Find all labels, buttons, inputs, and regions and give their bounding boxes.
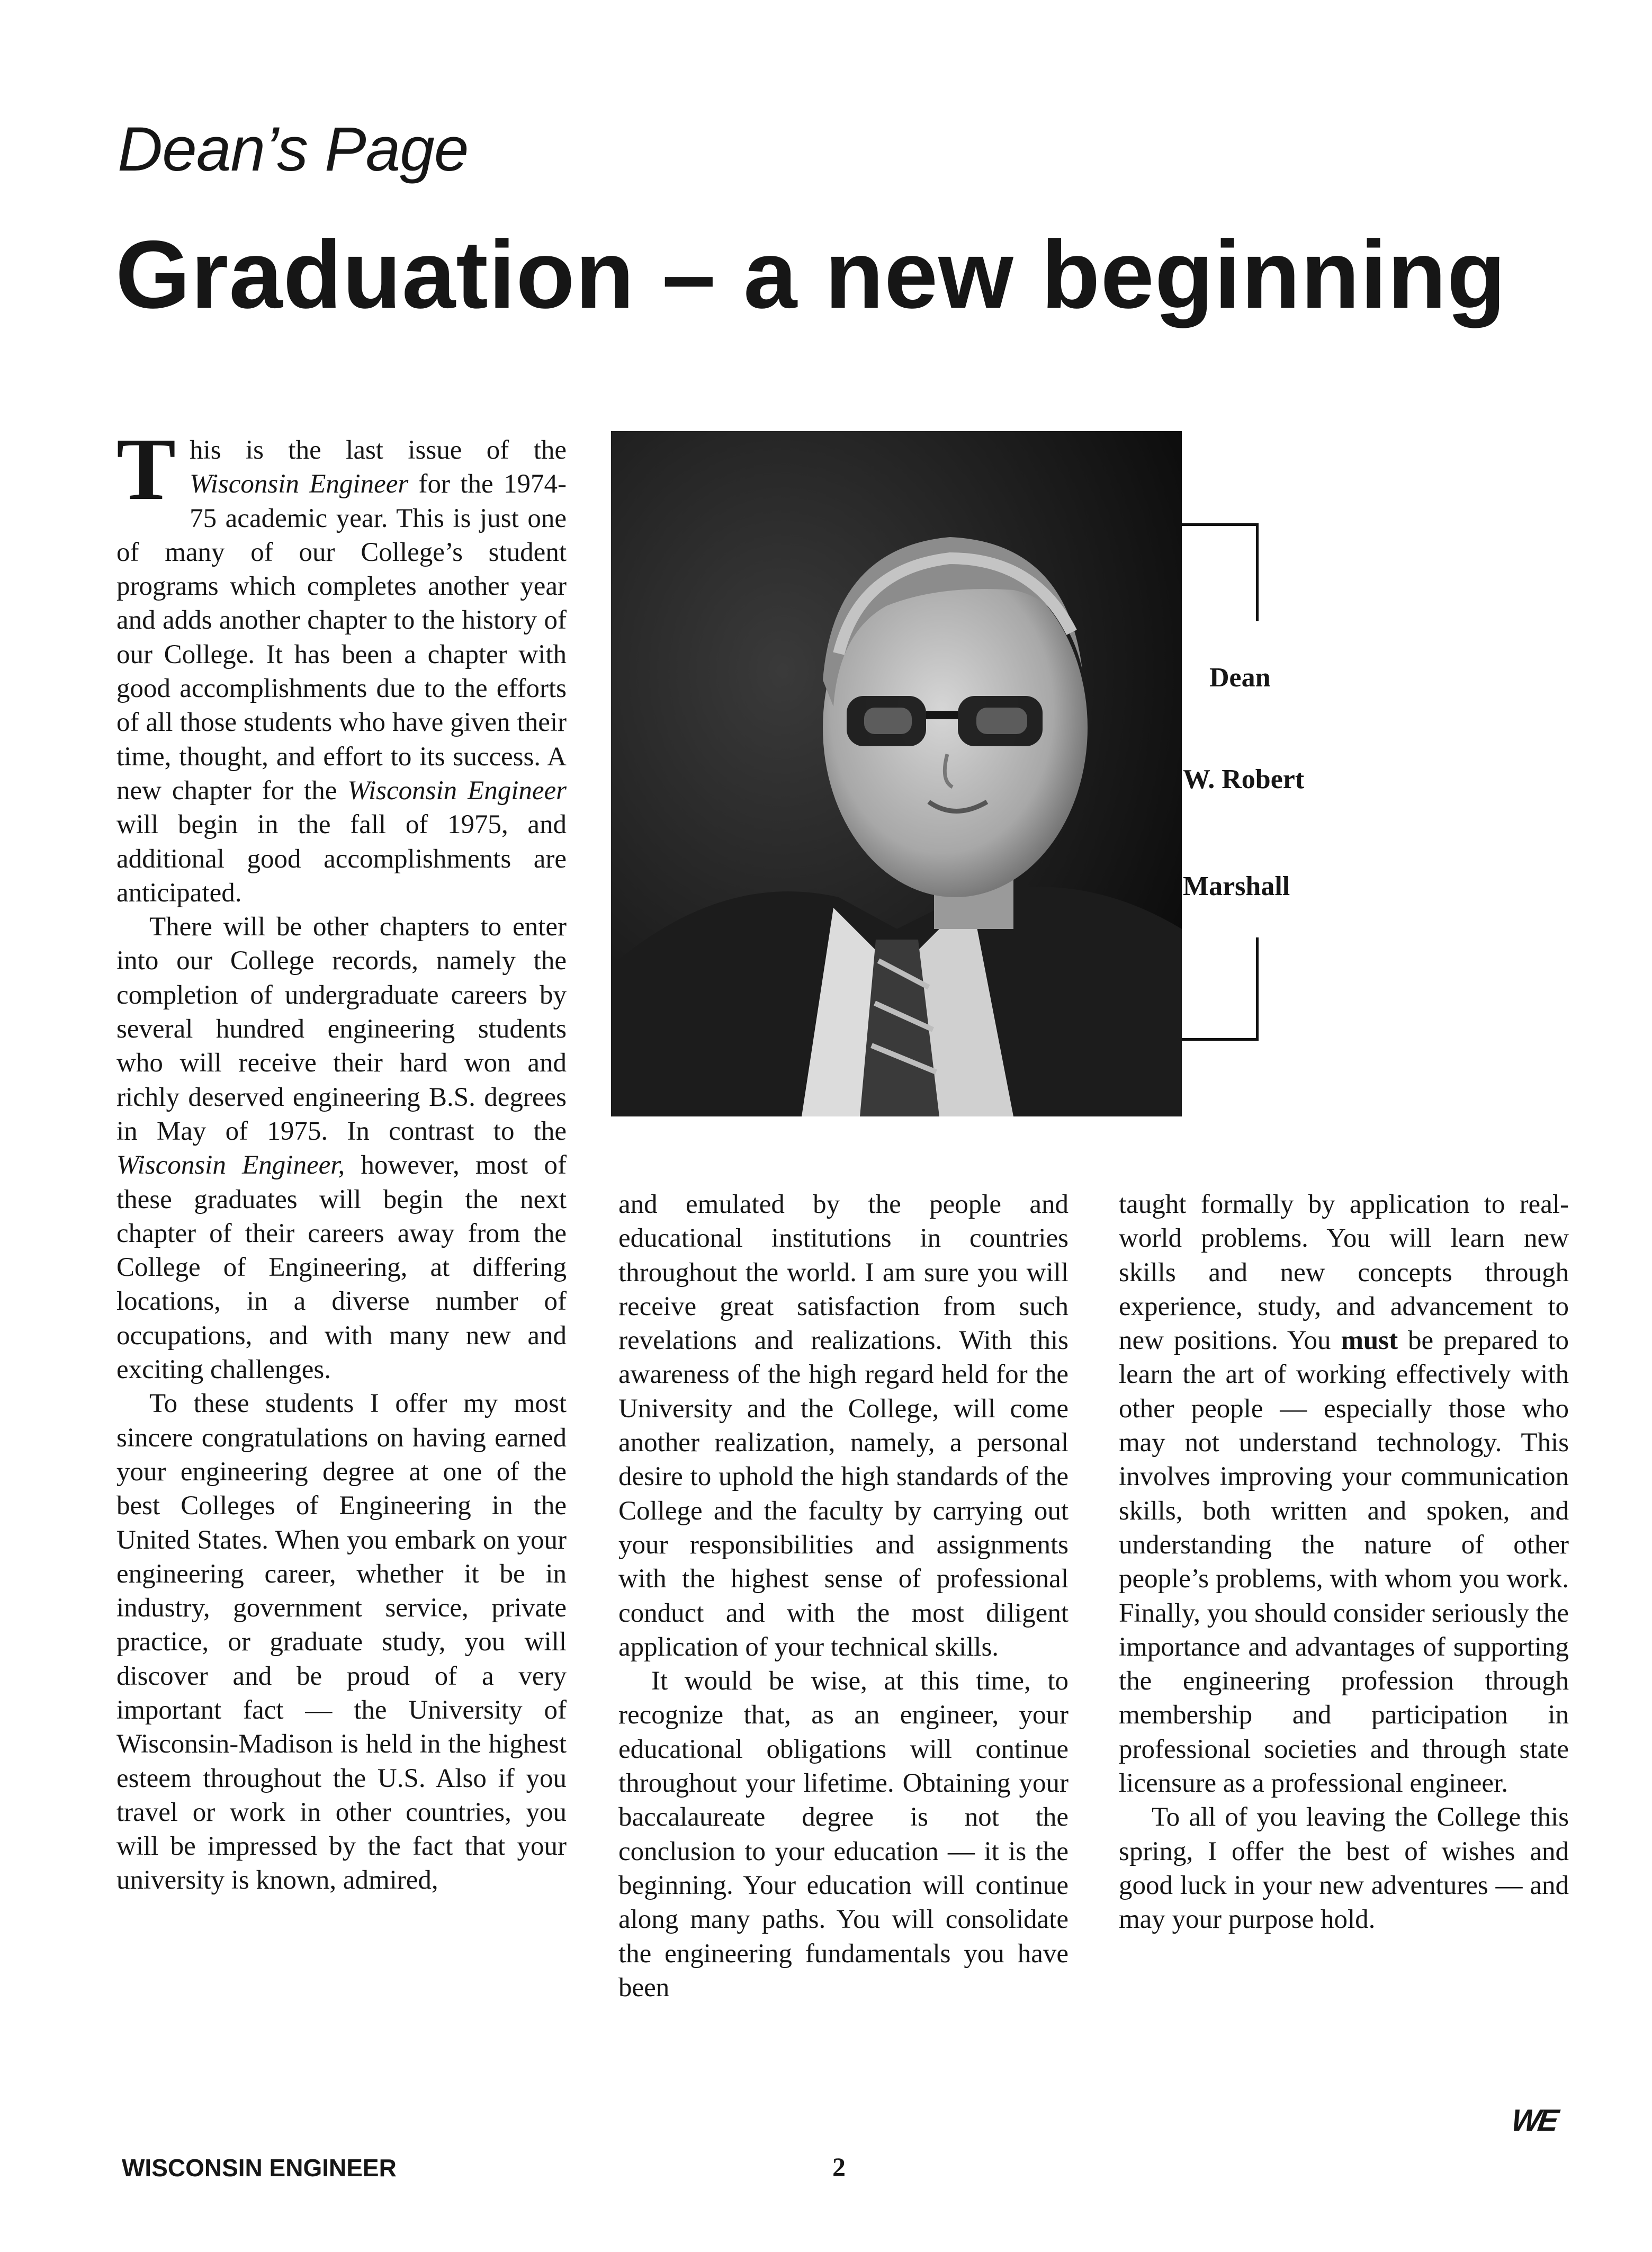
paragraph: taught formally by application to real-world problems. You will learn new skills and new concepts through experience, study, and advancement to new positions. You must be prepared to learn the art of working effectively with other people — especially those who may not understand technology. This involves improving your communication skills, both written and spoken, and understanding the nature of other people’s problems, with whom you work. Finally, you should consider seriously the importance and advantages of supporting the engineering profession through membership and participation in professional societies and through state licensure as a professional engineer. bbox=[1119, 1190, 1569, 1799]
paragraph: There will be other chapters to enter into our College records, namely the completion of undergraduate careers by several hundred engineering students who will receive their hard won and richly deserved engineering B.S. degrees in May of 1975. In contrast to the Wisconsin Engineer, however, most of these graduates will begin the next chapter of their careers away from the College of Engineering, at differing locations, in a diverse number of occupations, and with many new and exciting challenges. bbox=[116, 912, 567, 1385]
paragraph: and emulated by the people and educational institutions in countries throughout the world. I am sure you will receive great satisfaction from such revelations and realizations. With this awareness of the high regard held for the University and the College, will come another realization, namely, a personal desire to uphold the high standards of the College and the faculty by carrying out your responsibilities and assignments with the highest sense of professional conduct and with the most diligent application of your technical skills. bbox=[618, 1190, 1069, 1662]
portrait-illustration bbox=[611, 431, 1182, 1116]
drop-cap: T bbox=[116, 420, 176, 519]
caption-surname: Marshall bbox=[1183, 871, 1290, 901]
article-column-2 bbox=[618, 1187, 1069, 2005]
page-number: 2 bbox=[832, 2152, 846, 2182]
paragraph: It would be wise, at this time, to recognize that, as an engineer, your educational obligations will continue throughout your lifetime. Obtaining your baccalaureate degree is not the conclusion to your education — it is the beginning. Your education will continue along many paths. You will consolidate the engineering fundamentals you have been bbox=[618, 1666, 1069, 2003]
article-column-1 bbox=[116, 420, 567, 1898]
paragraph: This is the last issue of the Wisconsin Engineer for the 1974-75 academic year. This is just one of many of our College’s student programs which completes another year and adds another chapter to the history of our College. It has been a chapter with good accomplishments due to the efforts of all those students who have given their time, thought, and effort to its success. A new chapter for the Wisconsin Engineer will begin in the fall of 1975, and additional good accomplishments are anticipated. bbox=[116, 420, 567, 908]
dean-portrait-photo bbox=[611, 431, 1182, 1116]
section-kicker: Dean’s Page bbox=[118, 114, 469, 184]
paragraph: To these students I offer my most sincere congratulations on having earned your engineering degree at one of the best Colleges of Engineering in the United States. When you embark on your engineering career, whether it be in industry, government service, private practice, or graduate study, you will discover and be proud of a very important fact — the University of Wisconsin-Madison is held in the highest esteem throughout the U.S. Also if you travel or work in other countries, you will be impressed by the fact that your university is known, admired, bbox=[116, 1389, 567, 1896]
end-mark-logo: WE bbox=[1509, 2103, 1559, 2138]
caption-bracket-bottom bbox=[1182, 937, 1259, 1041]
caption-title: Dean bbox=[1209, 663, 1271, 693]
footer-magazine-name: WISCONSIN ENGINEER bbox=[122, 2154, 397, 2182]
article-column-3 bbox=[1119, 1187, 1569, 1937]
paragraph: To all of you leaving the College this spring, I offer the best of wishes and good luck in your new adventures — and may your purpose hold. bbox=[1119, 1802, 1569, 1935]
article-title: Graduation – a new beginning bbox=[115, 220, 1506, 328]
caption-bracket-top bbox=[1182, 523, 1259, 621]
caption-given-names: W. Robert bbox=[1183, 764, 1305, 794]
